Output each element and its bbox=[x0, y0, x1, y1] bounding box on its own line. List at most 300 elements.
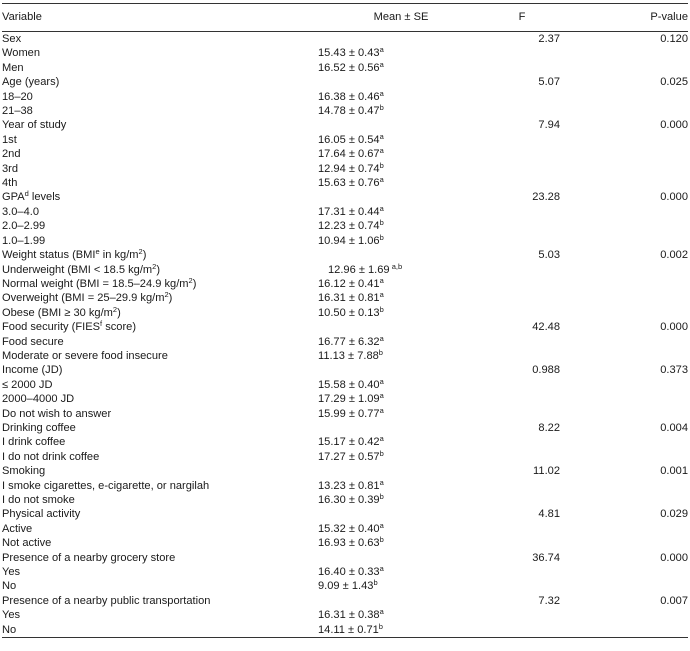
header-row bbox=[2, 4, 688, 32]
p-value bbox=[560, 291, 688, 305]
table-header bbox=[2, 4, 688, 32]
f-value bbox=[484, 579, 560, 593]
f-value bbox=[484, 522, 560, 536]
f-value: 23.28 bbox=[532, 191, 560, 204]
header-mean-se: Mean ± SE bbox=[373, 11, 429, 23]
group-superscript: a bbox=[379, 607, 384, 617]
variable-label: I smoke cigarettes, e-cigarette, or nargilah bbox=[2, 479, 210, 492]
table-row bbox=[2, 392, 688, 406]
table-row bbox=[2, 608, 688, 622]
p-value bbox=[560, 277, 688, 291]
group-superscript: b bbox=[379, 492, 384, 501]
group-superscript: a bbox=[379, 175, 384, 185]
mean-se-value: 16.12 ± 0.41 bbox=[318, 277, 380, 290]
variable-label: Do not wish to answer bbox=[2, 407, 112, 420]
variable-label: Not active bbox=[2, 537, 52, 550]
table-row bbox=[2, 536, 688, 550]
p-value: 0.007 bbox=[660, 594, 688, 607]
p-value bbox=[560, 435, 688, 449]
group-superscript: a bbox=[379, 376, 384, 386]
mean-se-cell bbox=[318, 421, 484, 435]
variable-label: No bbox=[2, 623, 17, 636]
table-row bbox=[2, 522, 688, 536]
mean-se-cell bbox=[318, 277, 484, 291]
mean-se-cell bbox=[318, 522, 484, 536]
variable-cell bbox=[2, 162, 318, 176]
variable-label-suffix: ) bbox=[156, 263, 161, 276]
mean-se-value: 16.93 ± 0.63 bbox=[318, 537, 380, 550]
group-superscript: a bbox=[379, 477, 384, 487]
f-value: 36.74 bbox=[532, 551, 560, 564]
f-value: 2.37 bbox=[538, 33, 560, 45]
p-value: 0.000 bbox=[660, 551, 688, 564]
variable-label: Active bbox=[2, 522, 33, 535]
table-row bbox=[2, 623, 688, 638]
table-row bbox=[2, 407, 688, 421]
variable-cell bbox=[2, 407, 318, 421]
p-value bbox=[560, 335, 688, 349]
mean-se-value: 15.17 ± 0.42 bbox=[318, 436, 380, 449]
mean-se-value: 11.13 ± 7.88 bbox=[318, 349, 379, 362]
table-row bbox=[2, 104, 688, 118]
variable-label: Year of study bbox=[2, 119, 67, 132]
variable-label: Income (JD) bbox=[2, 364, 63, 377]
variable-superscript: 2 bbox=[188, 275, 193, 285]
p-value bbox=[560, 176, 688, 190]
table-row bbox=[2, 579, 688, 593]
variable-superscript: f bbox=[100, 319, 103, 329]
group-superscript: b bbox=[379, 218, 384, 228]
variable-cell bbox=[2, 435, 318, 449]
mean-se-value: 10.50 ± 0.13 bbox=[318, 306, 380, 319]
group-superscript: a bbox=[379, 405, 384, 415]
variable-cell bbox=[2, 608, 318, 622]
mean-se-value: 15.43 ± 0.43 bbox=[318, 47, 380, 60]
f-value bbox=[484, 176, 560, 190]
p-value: 0.001 bbox=[660, 465, 688, 478]
f-value: 11.02 bbox=[533, 465, 560, 478]
variable-label: Food security (FIES bbox=[2, 321, 101, 334]
variable-label: Food secure bbox=[2, 335, 64, 348]
group-superscript: a bbox=[379, 391, 384, 401]
mean-se-cell bbox=[318, 450, 484, 464]
table-row bbox=[2, 147, 688, 161]
group-superscript: b bbox=[379, 160, 384, 170]
table-row bbox=[2, 479, 688, 493]
variable-cell bbox=[2, 104, 318, 118]
group-superscript: a bbox=[379, 275, 384, 285]
group-superscript: b bbox=[378, 621, 383, 631]
variable-label: Women bbox=[2, 47, 41, 60]
mean-se-cell bbox=[318, 363, 484, 377]
variable-cell bbox=[2, 579, 318, 593]
variable-label: 3rd bbox=[2, 162, 19, 175]
f-value: 42.48 bbox=[532, 321, 560, 334]
mean-se-value: 14.11 ± 0.71 bbox=[318, 623, 379, 636]
p-value bbox=[560, 479, 688, 493]
variable-label: 1.0–1.99 bbox=[2, 234, 46, 247]
mean-se-cell bbox=[318, 623, 484, 638]
table-row bbox=[2, 565, 688, 579]
p-value bbox=[560, 392, 688, 406]
mean-se-value: 16.52 ± 0.56 bbox=[318, 61, 380, 74]
table-row bbox=[2, 162, 688, 176]
mean-se-cell bbox=[318, 392, 484, 406]
mean-se-value: 12.23 ± 0.74 bbox=[318, 220, 380, 233]
p-value: 0.373 bbox=[660, 364, 688, 377]
group-superscript: a bbox=[379, 45, 384, 55]
mean-se-value: 16.38 ± 0.46 bbox=[318, 90, 380, 103]
f-value: 4.81 bbox=[538, 508, 560, 521]
mean-se-cell bbox=[318, 435, 484, 449]
f-value bbox=[484, 335, 560, 349]
variable-cell bbox=[2, 594, 318, 608]
variable-cell bbox=[2, 450, 318, 464]
mean-se-value: 15.58 ± 0.40 bbox=[318, 378, 380, 391]
group-superscript: b bbox=[379, 103, 384, 113]
variable-cell bbox=[2, 75, 318, 89]
f-value bbox=[484, 623, 560, 638]
variable-cell bbox=[2, 133, 318, 147]
f-value bbox=[484, 392, 560, 406]
f-value: 7.94 bbox=[538, 119, 560, 132]
f-value bbox=[484, 61, 560, 75]
variable-label: 4th bbox=[2, 177, 18, 190]
p-value bbox=[560, 493, 688, 507]
mean-se-value: 10.94 ± 1.06 bbox=[318, 234, 380, 247]
table-row-group bbox=[2, 118, 688, 132]
f-value: 8.22 bbox=[538, 421, 560, 434]
mean-se-cell bbox=[318, 61, 484, 75]
table-row-group bbox=[2, 190, 688, 204]
variable-label: Yes bbox=[2, 566, 21, 579]
p-value bbox=[560, 104, 688, 118]
mean-se-cell bbox=[318, 104, 484, 118]
mean-se-cell bbox=[318, 407, 484, 421]
f-value bbox=[484, 162, 560, 176]
variable-label: Weight status (BMI bbox=[2, 249, 96, 262]
p-value: 0.120 bbox=[660, 33, 688, 45]
variable-label-suffix: score) bbox=[102, 321, 137, 334]
table-row bbox=[2, 306, 688, 320]
mean-se-value: 16.40 ± 0.33 bbox=[318, 566, 380, 579]
variable-cell bbox=[2, 378, 318, 392]
mean-se-value: 13.23 ± 0.81 bbox=[318, 479, 380, 492]
variable-label: 18–20 bbox=[2, 90, 33, 103]
p-value: 0.025 bbox=[660, 76, 688, 89]
p-value: 0.000 bbox=[660, 321, 688, 334]
variable-superscript: 2 bbox=[138, 247, 143, 257]
variable-label: GPA bbox=[2, 191, 25, 204]
variable-cell bbox=[2, 392, 318, 406]
table-row-group bbox=[2, 248, 688, 262]
variable-cell bbox=[2, 46, 318, 60]
mean-se-value: 17.31 ± 0.44 bbox=[318, 205, 380, 218]
variable-label: No bbox=[2, 580, 17, 593]
variable-superscript: 2 bbox=[164, 290, 169, 300]
variable-label-suffix: ) bbox=[142, 249, 147, 262]
variable-label-suffix: ) bbox=[192, 277, 197, 290]
mean-se-value: 16.31 ± 0.38 bbox=[318, 609, 380, 622]
variable-cell bbox=[2, 565, 318, 579]
table-row bbox=[2, 176, 688, 190]
mean-se-value: 14.78 ± 0.47 bbox=[318, 105, 380, 118]
f-value bbox=[484, 147, 560, 161]
p-value bbox=[560, 162, 688, 176]
mean-se-value: 16.31 ± 0.81 bbox=[318, 292, 380, 305]
variable-cell bbox=[2, 421, 318, 435]
variable-cell bbox=[2, 306, 318, 320]
table-row-group bbox=[2, 464, 688, 478]
group-superscript: a bbox=[379, 333, 384, 343]
variable-cell bbox=[2, 205, 318, 219]
variable-cell bbox=[2, 493, 318, 507]
f-value bbox=[484, 291, 560, 305]
f-value: 0.988 bbox=[532, 364, 560, 377]
variable-cell bbox=[2, 349, 318, 363]
table-row-group bbox=[2, 320, 688, 334]
mean-se-cell bbox=[318, 608, 484, 622]
variable-label: Moderate or severe food insecure bbox=[2, 349, 168, 362]
table-row bbox=[2, 61, 688, 75]
variable-label-suffix: ) bbox=[168, 292, 173, 305]
table-row-group bbox=[2, 594, 688, 608]
table-row bbox=[2, 263, 688, 277]
variable-label: I do not smoke bbox=[2, 494, 75, 506]
table-row-group bbox=[2, 421, 688, 435]
f-value bbox=[484, 205, 560, 219]
group-superscript: b bbox=[379, 448, 384, 458]
p-value: 0.002 bbox=[660, 249, 688, 262]
f-value bbox=[484, 435, 560, 449]
group-superscript: a bbox=[379, 146, 384, 156]
variable-cell bbox=[2, 522, 318, 536]
table-row bbox=[2, 205, 688, 219]
variable-cell bbox=[2, 190, 318, 204]
variable-label: Yes bbox=[2, 609, 21, 622]
mean-se-value: 15.63 ± 0.76 bbox=[318, 177, 380, 190]
table-row-group bbox=[2, 32, 688, 47]
variable-label: 2.0–2.99 bbox=[2, 220, 46, 233]
variable-label: Overweight (BMI = 25–29.9 kg/m bbox=[2, 292, 165, 305]
variable-cell bbox=[2, 479, 318, 493]
mean-se-cell bbox=[318, 479, 484, 493]
f-value bbox=[484, 234, 560, 248]
table-row bbox=[2, 291, 688, 305]
mean-se-value: 9.09 ± 1.43 bbox=[318, 580, 374, 593]
group-superscript: b bbox=[379, 304, 384, 314]
f-value bbox=[484, 46, 560, 60]
variable-cell bbox=[2, 176, 318, 190]
mean-se-cell bbox=[318, 594, 484, 608]
f-value bbox=[484, 104, 560, 118]
p-value: 0.004 bbox=[660, 421, 688, 434]
mean-se-value: 17.29 ± 1.09 bbox=[318, 393, 380, 406]
group-superscript: b bbox=[379, 232, 384, 242]
variable-label-suffix: levels bbox=[28, 191, 61, 204]
variable-label-suffix: ) bbox=[117, 306, 121, 319]
p-value bbox=[560, 349, 688, 363]
f-value bbox=[484, 133, 560, 147]
variable-cell bbox=[2, 61, 318, 75]
mean-se-value: 12.96 ± 1.69 bbox=[328, 263, 390, 276]
mean-se-cell bbox=[318, 147, 484, 161]
variable-cell bbox=[2, 234, 318, 248]
variable-label: Smoking bbox=[2, 465, 46, 478]
mean-se-cell bbox=[318, 176, 484, 190]
variable-superscript: d bbox=[24, 189, 29, 199]
table-row bbox=[2, 450, 688, 464]
header-f: F bbox=[518, 11, 526, 23]
variable-label: Underweight (BMI < 18.5 kg/m bbox=[2, 263, 153, 276]
variable-label: 1st bbox=[2, 133, 17, 146]
table-row-group bbox=[2, 551, 688, 565]
mean-se-cell bbox=[318, 219, 484, 233]
table-row bbox=[2, 133, 688, 147]
p-value bbox=[560, 623, 688, 638]
table-row bbox=[2, 493, 688, 507]
mean-se-cell bbox=[318, 118, 484, 132]
f-value bbox=[484, 277, 560, 291]
mean-se-cell bbox=[318, 75, 484, 89]
mean-se-cell bbox=[318, 536, 484, 550]
mean-se-cell bbox=[318, 464, 484, 478]
group-superscript: a bbox=[379, 564, 384, 574]
group-superscript: b bbox=[378, 347, 383, 357]
table-body bbox=[2, 32, 688, 638]
f-value bbox=[484, 493, 560, 507]
p-value bbox=[560, 147, 688, 161]
p-value bbox=[560, 378, 688, 392]
p-value: 0.000 bbox=[660, 191, 688, 204]
p-value: 0.000 bbox=[660, 119, 688, 132]
variable-cell bbox=[2, 320, 318, 334]
variable-label: 3.0–4.0 bbox=[2, 205, 40, 218]
p-value bbox=[560, 263, 688, 277]
p-value bbox=[560, 219, 688, 233]
mean-se-cell bbox=[318, 190, 484, 204]
mean-se-cell bbox=[318, 205, 484, 219]
mean-se-cell bbox=[318, 507, 484, 521]
variable-cell bbox=[2, 147, 318, 161]
table-row bbox=[2, 378, 688, 392]
variable-label-suffix: in kg/m bbox=[99, 249, 139, 262]
p-value bbox=[560, 46, 688, 60]
variable-label: Drinking coffee bbox=[2, 421, 76, 434]
mean-se-cell bbox=[318, 551, 484, 565]
mean-se-cell bbox=[318, 565, 484, 579]
group-superscript: a bbox=[379, 290, 384, 300]
p-value bbox=[560, 536, 688, 550]
variable-cell bbox=[2, 335, 318, 349]
variable-cell bbox=[2, 263, 318, 277]
p-value bbox=[560, 608, 688, 622]
mean-se-value: 17.27 ± 0.57 bbox=[318, 450, 380, 463]
variable-cell bbox=[2, 277, 318, 291]
variable-superscript: 2 bbox=[112, 304, 118, 314]
f-value: 5.03 bbox=[538, 249, 560, 262]
variable-label: 21–38 bbox=[2, 105, 33, 118]
p-value bbox=[560, 450, 688, 464]
table-row bbox=[2, 349, 688, 363]
p-value: 0.029 bbox=[660, 508, 688, 521]
f-value bbox=[484, 536, 560, 550]
p-value bbox=[560, 407, 688, 421]
variable-label: I do not drink coffee bbox=[2, 450, 100, 463]
variable-label: Sex bbox=[2, 33, 22, 45]
variable-superscript: 2 bbox=[152, 261, 157, 271]
table-row-group bbox=[2, 507, 688, 521]
group-superscript: a bbox=[379, 59, 384, 69]
header-variable: Variable bbox=[2, 11, 42, 23]
p-value bbox=[560, 133, 688, 147]
mean-se-cell bbox=[318, 90, 484, 104]
table-row-group bbox=[2, 75, 688, 89]
f-value bbox=[484, 378, 560, 392]
variable-label: Presence of a nearby grocery store bbox=[2, 551, 176, 564]
mean-se-cell bbox=[318, 46, 484, 60]
variable-cell bbox=[2, 291, 318, 305]
mean-se-cell bbox=[318, 306, 484, 320]
variable-label: ≤ 2000 JD bbox=[2, 378, 53, 391]
variable-label: 2nd bbox=[2, 148, 21, 161]
mean-se-value: 15.99 ± 0.77 bbox=[318, 407, 380, 420]
variable-cell bbox=[2, 551, 318, 565]
f-value: 5.07 bbox=[538, 76, 560, 89]
mean-se-cell bbox=[318, 234, 484, 248]
group-superscript: a bbox=[379, 520, 384, 530]
group-superscript: a bbox=[379, 203, 384, 213]
variable-label: Normal weight (BMI = 18.5–24.9 kg/m bbox=[2, 277, 189, 290]
group-superscript: a bbox=[379, 88, 384, 98]
mean-se-cell bbox=[318, 133, 484, 147]
variable-superscript: e bbox=[95, 247, 100, 257]
f-value bbox=[484, 219, 560, 233]
p-value bbox=[560, 522, 688, 536]
variable-label: Age (years) bbox=[2, 76, 60, 89]
table-row bbox=[2, 219, 688, 233]
variable-cell bbox=[2, 536, 318, 550]
group-superscript: a bbox=[379, 131, 384, 141]
p-value bbox=[560, 90, 688, 104]
table-row bbox=[2, 277, 688, 291]
f-value bbox=[484, 90, 560, 104]
mean-se-cell bbox=[318, 263, 484, 277]
variable-label: Presence of a nearby public transportation bbox=[2, 594, 211, 607]
mean-se-value: 16.30 ± 0.39 bbox=[318, 494, 380, 506]
p-value bbox=[560, 306, 688, 320]
group-superscript: a,b bbox=[389, 261, 403, 271]
variable-label: 2000–4000 JD bbox=[2, 393, 75, 406]
mean-se-value: 15.32 ± 0.40 bbox=[318, 522, 380, 535]
table-row bbox=[2, 90, 688, 104]
f-value bbox=[484, 479, 560, 493]
table-row bbox=[2, 335, 688, 349]
variable-label: Physical activity bbox=[2, 508, 81, 521]
p-value bbox=[560, 205, 688, 219]
mean-se-cell bbox=[318, 349, 484, 363]
mean-se-cell bbox=[318, 291, 484, 305]
variable-cell bbox=[2, 464, 318, 478]
mean-se-value: 16.77 ± 6.32 bbox=[318, 335, 380, 348]
f-value bbox=[484, 407, 560, 421]
group-superscript: a bbox=[379, 434, 384, 444]
p-value bbox=[560, 565, 688, 579]
variable-cell bbox=[2, 507, 318, 521]
variable-label: Obese (BMI ≥ 30 kg/m bbox=[2, 306, 113, 319]
variable-cell bbox=[2, 219, 318, 233]
table-row-group bbox=[2, 363, 688, 377]
